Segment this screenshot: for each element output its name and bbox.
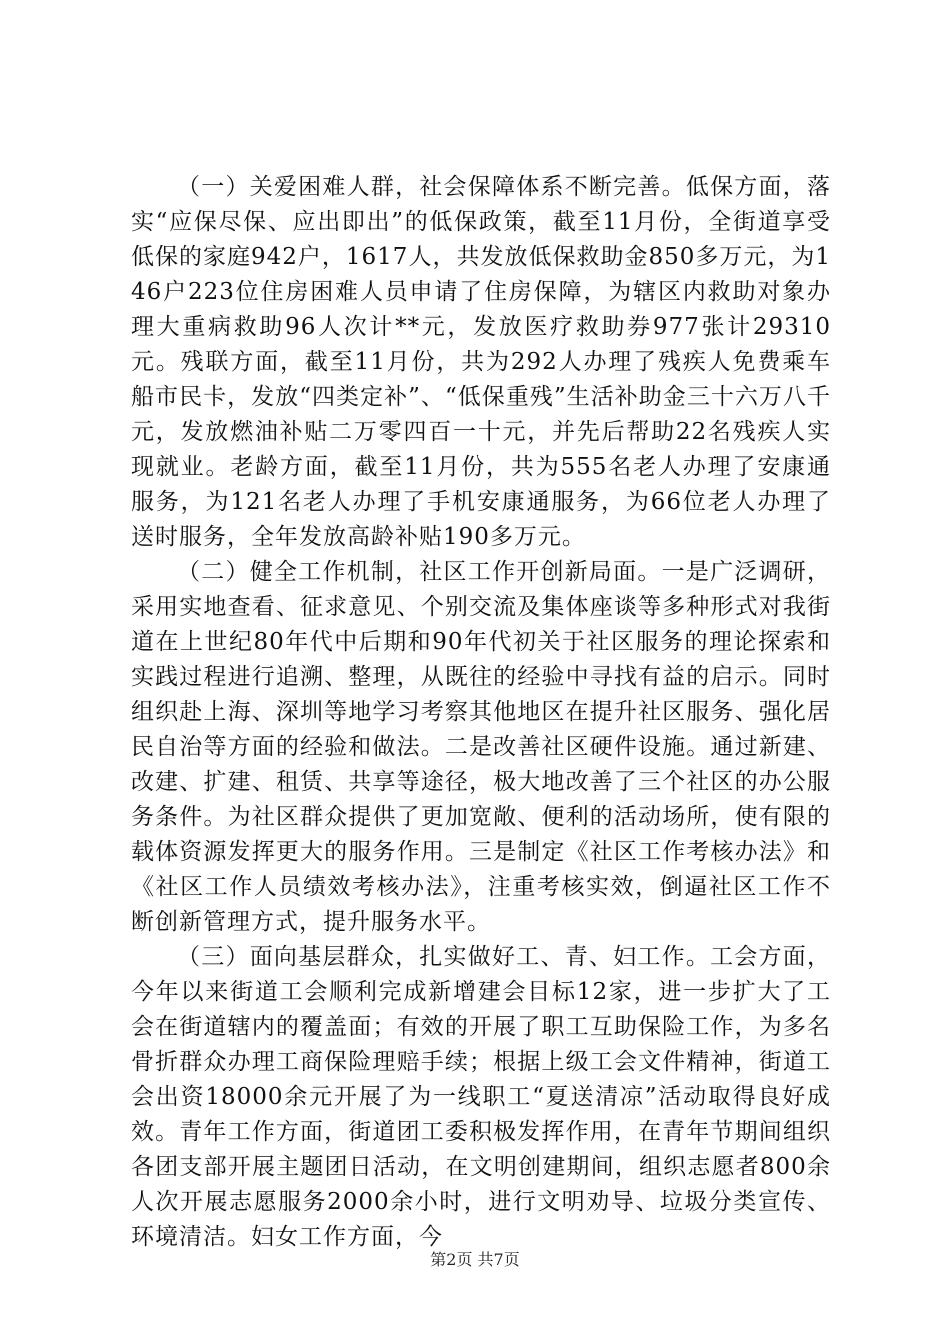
paragraph-community-work: （二）健全工作机制，社区工作开创新局面。一是广泛调研，采用实地查看、征求意见、个别交流及集体座谈等多种形式对我街道在上世纪80年代中后期和90年代初关于社区服务的理论探索和实践过程进行追溯、整理，从既往的经验中寻找有益的启示。同时组织赴上海、深圳等地学习考察其他地区在提升社区服务、强化居民自治等方面的经验和做法。二是改善社区硬件设施。通过新建、改建、扩建、租赁、共享等途径，极大地改善了三个社区的办公服务条件。为社区群众提供了更加宽敞、便利的活动场所，使有限的载体资源发挥更大的服务作用。三是制定《社区工作考核办法》和《社区工作人员绩效考核办法》，注重考核实效，倒逼社区工作不断创新管理方式，提升服务水平。 (131, 559, 831, 935)
document-body (131, 170, 831, 1255)
paragraph-union-youth-women: （三）面向基层群众，扎实做好工、青、妇工作。工会方面，今年以来街道工会顺利完成新增建会目标12家，进一步扩大了工会在街道辖内的覆盖面；有效的开展了职工互助保险工作，为多名骨折群众办理工商保险理赔手续；根据上级工会文件精神，街道工会出资18000余元开展了为一线职工“夏送清凉”活动取得良好成效。青年工作方面，街道团工委积极发挥作用，在青年节期间组织各团支部开展主题团日活动，在文明创建期间，组织志愿者800余人次开展志愿服务2000余小时，进行文明劝导、垃圾分类宣传、环境清洁。妇女工作方面，今 (131, 944, 831, 1250)
paragraph-social-security: （一）关爱困难人群，社会保障体系不断完善。低保方面，落实“应保尽保、应出即出”的低保政策，截至11月份，全街道享受低保的家庭942户，1617人，共发放低保救助金850多万元，为146户223位住房困难人员申请了住房保障，为辖区内救助对象办理大重病救助96人次计**元，发放医疗救助券977张计29310元。残联方面，截至11月份，共为292人办理了残疾人免费乘车船市民卡，发放“四类定补”、“低保重残”生活补助金三十六万八千元，发放燃油补贴二万零四百一十元，并先后帮助22名残疾人实现就业。老龄方面，截至11月份，共为555名老人办理了安康通服务，为121名老人办理了手机安康通服务，为66位老人办理了送时服务，全年发放高龄补贴190多万元。 (131, 174, 831, 550)
page-number-footer: 第2页 共7页 (430, 1250, 520, 1269)
